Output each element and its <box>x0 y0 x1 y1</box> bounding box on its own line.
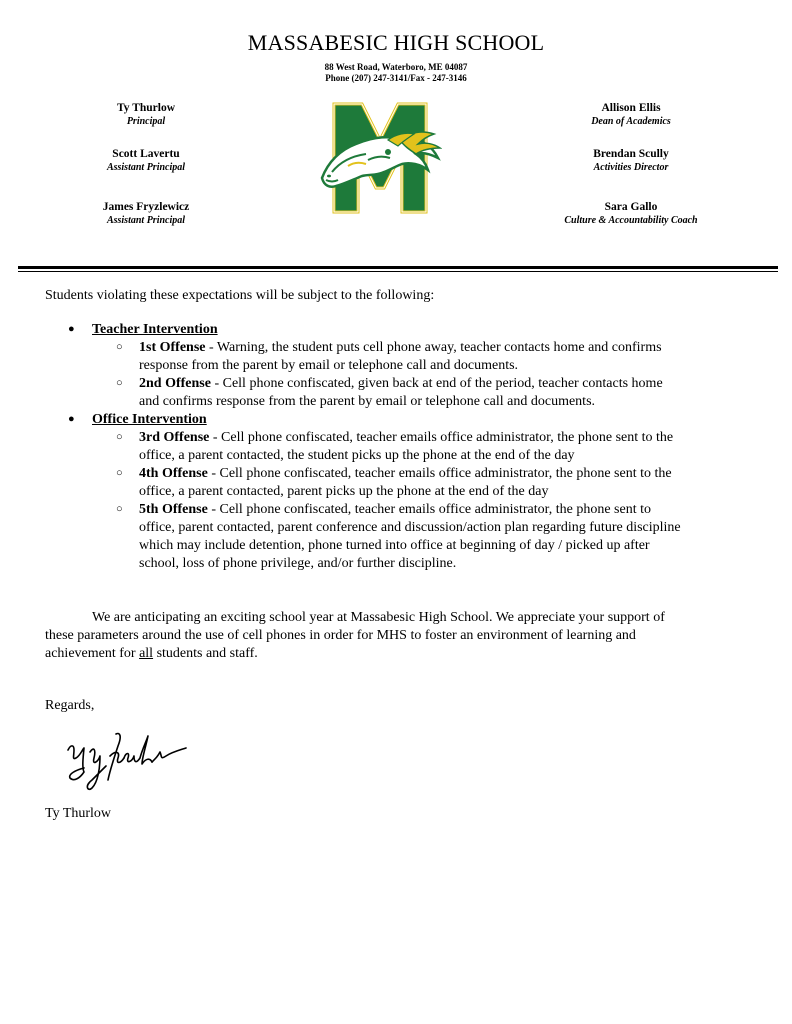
signer-name: Ty Thurlow <box>45 806 112 821</box>
offense-text: - Cell phone confiscated, teacher emails office administrator, the phone sent to the <box>207 466 672 481</box>
intro-text: Students violating these expectations will be subject to the following: <box>45 288 435 303</box>
staff-assistant-principal-2 <box>41 201 251 227</box>
staff-title: Dean of Academics <box>591 116 671 127</box>
closing-text: achievement for <box>45 646 140 661</box>
offense-label: 1st Offense <box>139 340 206 355</box>
offense-text: - Warning, the student puts cell phone away, teacher contacts home and confirms <box>205 340 662 355</box>
closing-text: students and staff. <box>153 646 258 661</box>
header-divider-thin <box>18 271 778 272</box>
staff-name: Sara Gallo <box>604 201 658 213</box>
offense-text: school, loss of phone privilege, and/or further discipline. <box>139 556 457 571</box>
closing-paragraph <box>45 609 745 663</box>
offense-item-2 <box>139 375 749 411</box>
offense-item-5 <box>139 501 749 573</box>
hollow-bullet-icon: ○ <box>116 341 123 353</box>
handwritten-signature <box>62 728 214 794</box>
offense-text: and confirms response from the parent by email or telephone call and documents. <box>139 394 596 409</box>
offense-label: 5th Offense <box>139 502 208 517</box>
section-heading-office: Office Intervention <box>92 412 207 427</box>
school-mustang-logo <box>318 100 442 216</box>
staff-title: Assistant Principal <box>106 162 186 173</box>
closing-line: We are anticipating an exciting school year at Massabesic High School. We appreciate your support of <box>92 610 665 625</box>
offense-label: 2nd Offense <box>139 376 211 391</box>
staff-name: Ty Thurlow <box>116 102 176 114</box>
staff-title: Assistant Principal <box>106 215 186 226</box>
hollow-bullet-icon: ○ <box>116 467 123 479</box>
staff-name: Allison Ellis <box>601 102 661 114</box>
offense-item-3 <box>139 429 749 465</box>
staff-name: Scott Lavertu <box>112 148 180 160</box>
school-address: 88 West Road, Waterboro, ME 04087 <box>324 62 468 72</box>
section-heading-teacher: Teacher Intervention <box>92 322 218 337</box>
regards-text: Regards, <box>45 698 95 713</box>
school-name: MASSABESIC HIGH SCHOOL <box>247 30 545 55</box>
offense-label: 3rd Offense <box>139 430 210 445</box>
staff-name: Brendan Scully <box>593 148 669 160</box>
offense-text: response from the parent by email or telephone call and documents. <box>139 358 519 373</box>
hollow-bullet-icon: ○ <box>116 503 123 515</box>
school-phone: Phone (207) 247-3141/Fax - 247-3146 <box>325 73 467 83</box>
offense-text: - Cell phone confiscated, given back at end of the period, teacher contacts home <box>210 376 663 391</box>
closing-line: these parameters around the use of cell phones in order for MHS to foster an environment of learning and <box>45 628 636 643</box>
staff-principal <box>41 102 251 128</box>
offense-label: 4th Offense <box>139 466 208 481</box>
header-divider-thick <box>18 266 778 269</box>
staff-dean-of-academics <box>526 102 736 128</box>
closing-line <box>45 645 745 663</box>
staff-culture-coach <box>526 201 736 227</box>
offense-text: office, a parent contacted, the student picks up the phone at the end of the day <box>139 448 575 463</box>
staff-title: Culture & Accountability Coach <box>564 215 698 226</box>
offense-text: - Cell phone confiscated, teacher emails office administrator, the phone sent to <box>207 502 651 517</box>
staff-activities-director <box>526 148 736 174</box>
hollow-bullet-icon: ○ <box>116 431 123 443</box>
offense-item-4 <box>139 465 749 501</box>
offense-text: which may include detention, phone turned into office at beginning of day / picked up after <box>139 538 650 553</box>
offense-text: office, a parent contacted, parent picks up the phone at the end of the day <box>139 484 549 499</box>
emphasis-underlined: all <box>139 646 154 661</box>
staff-assistant-principal-1 <box>41 148 251 174</box>
staff-title: Activities Director <box>593 162 669 173</box>
bullet-icon: ● <box>68 323 75 335</box>
staff-name: James Fryzlewicz <box>102 201 190 213</box>
offense-text: - Cell phone confiscated, teacher emails office administrator, the phone sent to the <box>209 430 674 445</box>
bullet-icon: ● <box>68 413 75 425</box>
offense-text: office, parent contacted, parent conference and discussion/action plan regarding future discipline <box>139 520 681 535</box>
staff-title: Principal <box>126 116 166 127</box>
offense-item-1 <box>139 339 749 375</box>
hollow-bullet-icon: ○ <box>116 377 123 389</box>
